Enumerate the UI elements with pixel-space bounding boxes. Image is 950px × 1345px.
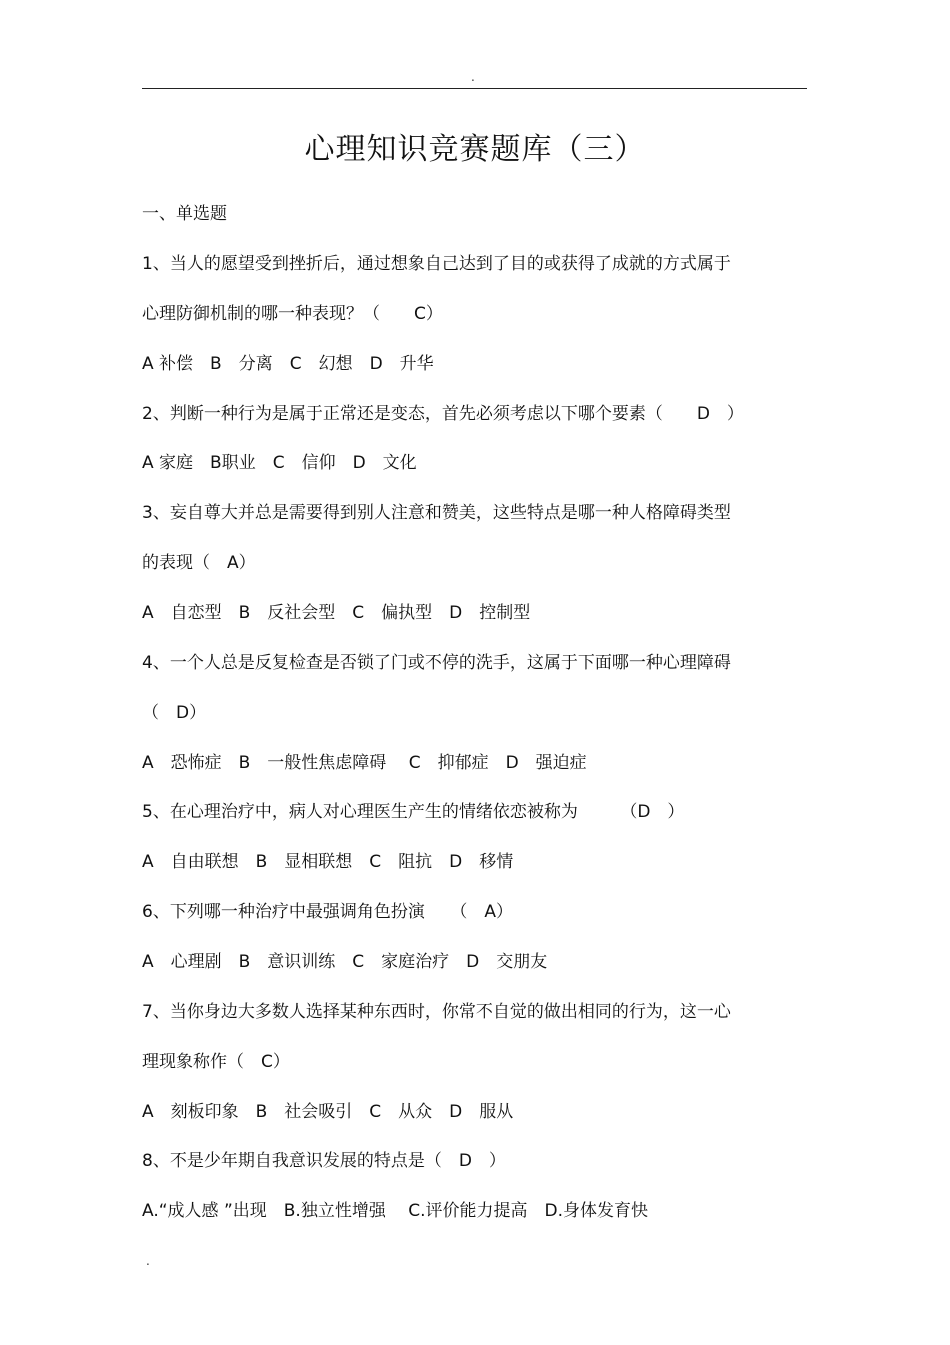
options-line: A.“成人感 ”出现 B.独立性增强 C.评价能力提高 D.身体发育快 (142, 1201, 648, 1221)
question-line: 的表现（ A） (142, 553, 256, 573)
header-mark: . (471, 70, 475, 84)
header-rule (142, 88, 807, 89)
question-line: 理现象称作（ C） (142, 1052, 290, 1072)
question-line: 6、下列哪一种治疗中最强调角色扮演 （ A） (142, 902, 513, 922)
question-line: 7、当你身边大多数人选择某种东西时，你常不自觉的做出相同的行为，这一心 (142, 1002, 731, 1022)
page-title: 心理知识竞赛题库（三） (304, 132, 646, 167)
options-line: A 家庭 B职业 C 信仰 D 文化 (142, 453, 417, 473)
section-heading: 一、单选题 (142, 204, 227, 224)
options-line: A 心理剧 B 意识训练 C 家庭治疗 D 交朋友 (142, 952, 548, 972)
question-line: 5、在心理治疗中，病人对心理医生产生的情绪依恋被称为 （D ） (142, 802, 685, 822)
options-line: A 恐怖症 B 一般性焦虑障碍 C 抑郁症 D 强迫症 (142, 753, 587, 773)
options-line: A 自恋型 B 反社会型 C 偏执型 D 控制型 (142, 603, 531, 623)
question-line: （ D） (142, 703, 207, 723)
question-line: 心理防御机制的哪一种表现？（ C） (142, 304, 443, 324)
question-line: 4、一个人总是反复检查是否锁了门或不停的洗手，这属于下面哪一种心理障碍 (142, 653, 731, 673)
question-line: 8、不是少年期自我意识发展的特点是（ D ） (142, 1151, 506, 1171)
question-line: 3、妄自尊大并总是需要得到别人注意和赞美，这些特点是哪一种人格障碍类型 (142, 503, 731, 523)
options-line: A 补偿 B 分离 C 幻想 D 升华 (142, 354, 434, 374)
options-line: A 刻板印象 B 社会吸引 C 从众 D 服从 (142, 1102, 514, 1122)
question-line: 2、判断一种行为是属于正常还是变态，首先必须考虑以下哪个要素（ D ） (142, 404, 744, 424)
footer-mark: . (146, 1254, 150, 1268)
options-line: A 自由联想 B 显相联想 C 阻抗 D 移情 (142, 852, 514, 872)
question-line: 1、当人的愿望受到挫折后，通过想象自己达到了目的或获得了成就的方式属于 (142, 254, 731, 274)
